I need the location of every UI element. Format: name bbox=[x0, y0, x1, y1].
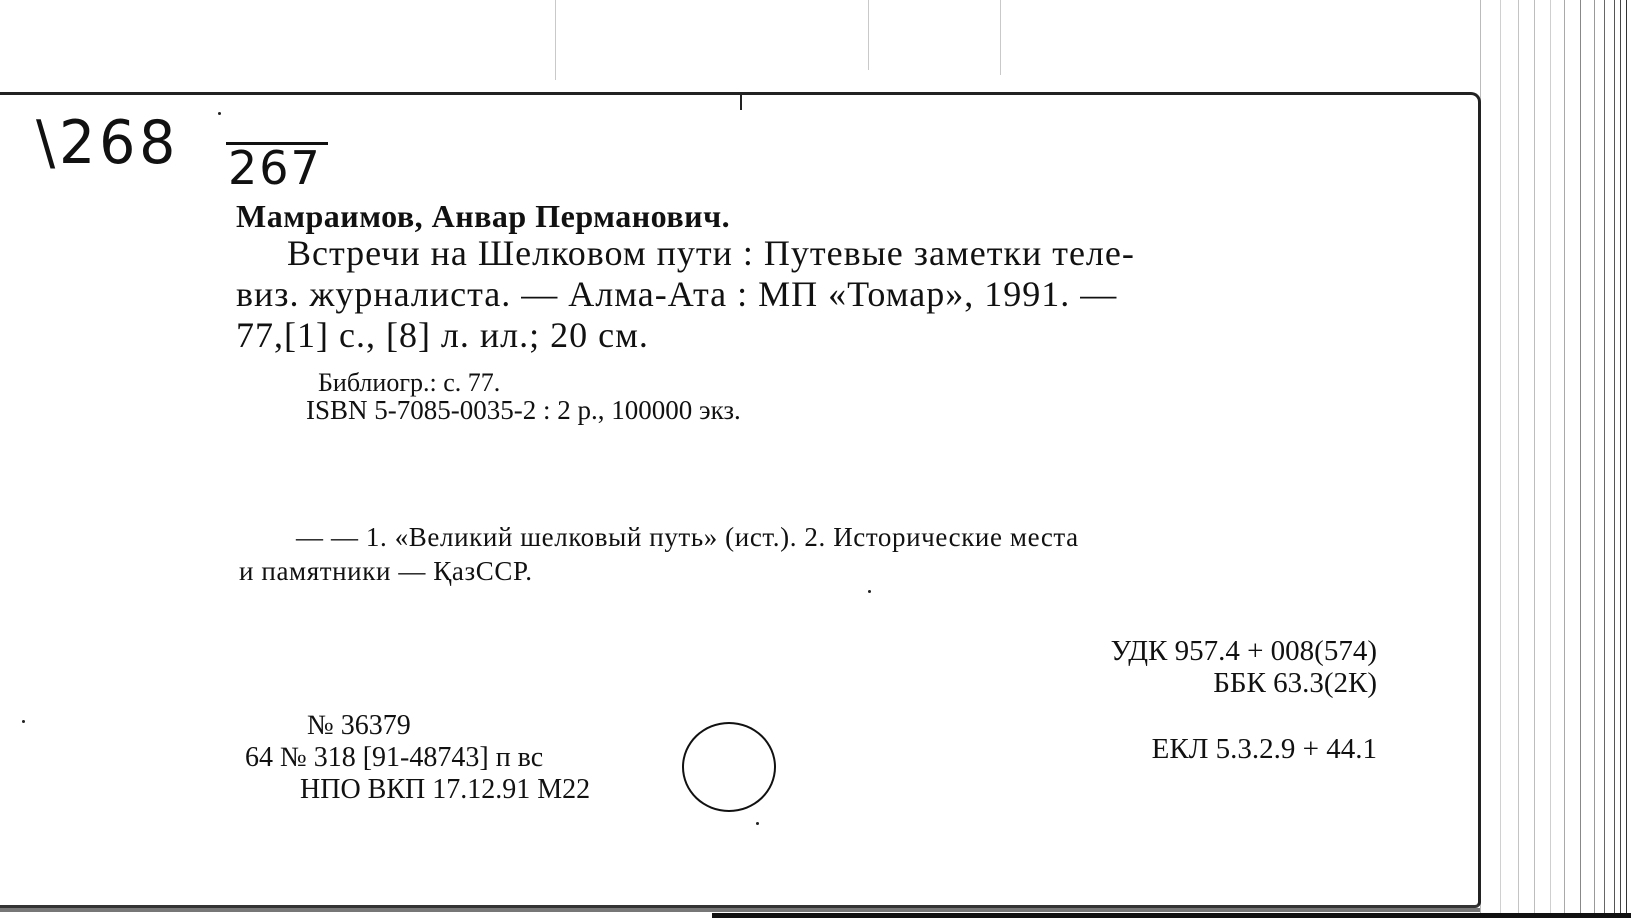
call-number-left: \268 bbox=[36, 108, 180, 178]
scan-speck bbox=[756, 822, 759, 825]
printer-info: НПО ВКП 17.12.91 М22 bbox=[300, 774, 591, 805]
isbn-note: ISBN 5-7085-0035-2 : 2 р., 100000 экз. bbox=[306, 395, 741, 425]
ekl-code: ЕКЛ 5.3.2.9 + 44.1 bbox=[1151, 733, 1377, 765]
scan-speck bbox=[22, 720, 25, 723]
circle-stamp bbox=[682, 722, 776, 812]
scan-mark bbox=[740, 92, 742, 110]
bibliography-note: Библиогр.: с. 77. bbox=[318, 368, 501, 397]
scan-speck bbox=[218, 112, 221, 115]
catalog-number: № 36379 bbox=[307, 710, 411, 741]
bbk-code: ББК 63.3(2К) bbox=[1213, 667, 1377, 699]
udk-code: УДК 957.4 + 008(574) bbox=[1110, 635, 1377, 667]
card-bottom-edge bbox=[0, 908, 1480, 912]
call-number-right: 267 bbox=[228, 141, 322, 195]
title-line-1: Встречи на Шелковом пути : Путевые заметки теле- bbox=[287, 233, 1135, 273]
scan-mark bbox=[1000, 0, 1001, 75]
print-order: 64 № 318 [91-48743] п вс bbox=[245, 742, 544, 773]
scan-mark bbox=[868, 0, 869, 70]
subject-line-1: — — 1. «Великий шелковый путь» (ист.). 2. Исторические места bbox=[296, 522, 1079, 552]
card-stack-edges bbox=[1481, 0, 1631, 918]
scan-mark bbox=[555, 0, 556, 80]
title-line-3: 77,[1] с., [8] л. ил.; 20 см. bbox=[236, 315, 649, 355]
scanner-bar bbox=[712, 913, 1631, 918]
subject-line-2: и памятники — ҚазССР. bbox=[239, 556, 533, 586]
scan-speck bbox=[868, 590, 871, 593]
author-heading: Мамраимов, Анвар Перманович. bbox=[236, 198, 731, 234]
title-line-2: виз. журналиста. — Алма-Ата : МП «Томар», 1991. — bbox=[236, 274, 1118, 314]
